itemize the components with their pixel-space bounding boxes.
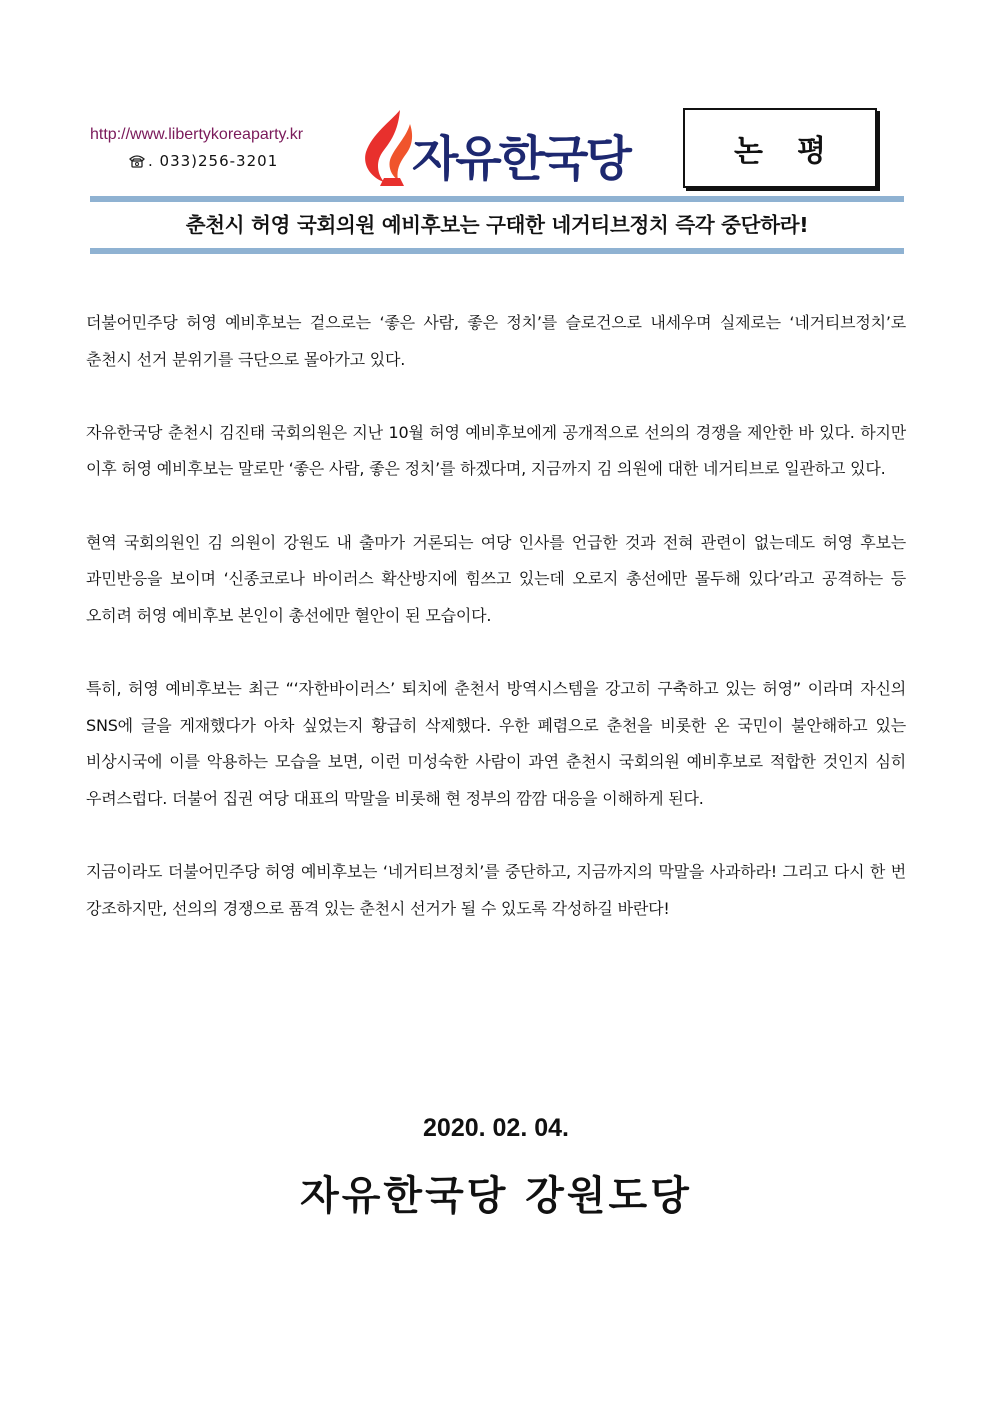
- contact-info: [90, 124, 350, 172]
- headline: 춘천시 허영 국회의원 예비후보는 구태한 네거티브정치 즉각 중단하라!: [185, 213, 809, 237]
- party-website-link[interactable]: http://www.libertykoreaparty.kr: [90, 126, 304, 143]
- party-logo: [360, 108, 630, 188]
- headline-rule-top: [90, 196, 904, 202]
- statement-body: [86, 305, 906, 964]
- logo-wordmark: 자유한국당: [412, 131, 629, 187]
- issuing-organization: 자유한국당 강원도당: [300, 1173, 692, 1219]
- statement-date: 2020. 02. 04.: [423, 1114, 569, 1142]
- telephone-icon: [128, 154, 146, 168]
- paragraph: 현역 국회의원인 김 의원이 강원도 내 출마가 거론되는 여당 인사를 언급한 것과 전혀 관련이 없는데도 허영 후보는 과민반응을 보이며 ‘신종코로나 바이러스 확산방지에 힘쓰고 있는데 오로지 총선에만 몰두해 있다’라고 공격하는 등 오히려 허영 예비후보 본인이 총선에만 혈안이 된 모습이다.: [86, 532, 906, 625]
- commentary-badge: [683, 108, 877, 188]
- phone-number: . 033)256-3201: [148, 152, 279, 170]
- paragraph: 특히, 허영 예비후보는 최근 “‘자한바이러스’ 퇴치에 춘천서 방역시스템을 강고히 구축하고 있는 허영” 이라며 자신의 SNS에 글을 게재했다가 아차 싶었는지 황급히 삭제했다. 우한 폐렴으로 춘천을 비롯한 온 국민이 불안해하고 있는 비상시국에 이를 악용하는 모습을 보면, 이런 미성숙한 사람이 과연 춘천시 국회의원 예비후보로 적합한 것인지 심히 우려스럽다. 더불어 집권 여당 대표의 막말을 비롯해 현 정부의 깜깜 대응을 이해하게 된다.: [86, 678, 906, 808]
- paragraph: 더불어민주당 허영 예비후보는 겉으로는 ‘좋은 사람, 좋은 정치’를 슬로건으로 내세우며 실제로는 ‘네거티브정치’로 춘천시 선거 분위기를 극단으로 몰아가고 있다.: [86, 313, 906, 369]
- paragraph: 자유한국당 춘천시 김진태 국회의원은 지난 10월 허영 예비후보에게 공개적으로 선의의 경쟁을 제안한 바 있다. 하지만 이후 허영 예비후보는 말로만 ‘좋은 사람, 좋은 정치’를 하겠다며, 지금까지 김 의원에 대한 네거티브로 일관하고 있다.: [86, 422, 906, 479]
- headline-rule-bottom: [90, 248, 904, 254]
- press-header: [0, 0, 992, 200]
- phone-line: [90, 150, 350, 172]
- paragraph: 지금이라도 더불어민주당 허영 예비후보는 ‘네거티브정치’를 중단하고, 지금까지의 막말을 사과하라! 그리고 다시 한 번 강조하지만, 선의의 경쟁으로 품격 있는 춘천시 선거가 될 수 있도록 각성하길 바란다!: [86, 861, 906, 918]
- badge-label: 논평: [734, 134, 860, 169]
